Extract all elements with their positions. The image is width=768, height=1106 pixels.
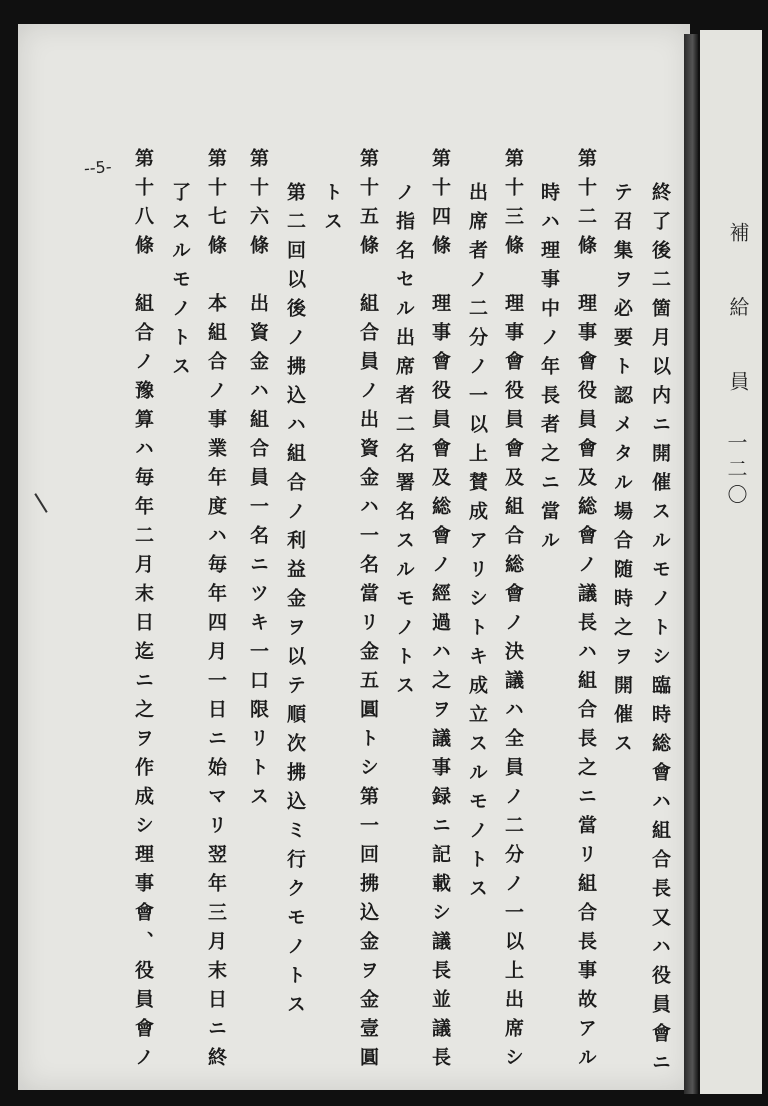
text-column-1: 終了後二箇月以内ニ開催スルモノトシ臨時総會ハ組合長又ハ役員會ニ — [649, 182, 671, 1081]
article-13-column: 第十三條 理事會役員會及組合総會ノ決議ハ全員ノ二分ノ一以上出席シ — [502, 148, 524, 1076]
text-column-2: テ召集ヲ必要ト認メタル場合随時之ヲ開催ス — [611, 182, 633, 762]
text-column-6: 出席者ノ二分ノ一以上賛成アリシトキ成立スルモノトス — [466, 182, 488, 907]
text-column-10: トス — [321, 182, 343, 240]
text-column-4: 時ハ理事中ノ年長者之ニ當ル — [538, 182, 560, 559]
page-number: 一二〇 — [724, 432, 748, 510]
article-15-column: 第十五條 組合員ノ出資金ハ一名當リ金五圓トシ第一回拂込金ヲ金壹圓 — [357, 148, 379, 1076]
text-column-8: ノ指名セル出席者二名署名スルモノトス — [393, 182, 415, 704]
article-14-column: 第十四條 理事會役員會及総會ノ經過ハ之ヲ議事録ニ記載シ議長並議長 — [429, 148, 451, 1076]
binding-gutter — [684, 34, 698, 1094]
text-column-14: 了スルモノトス — [169, 182, 191, 385]
text-column-11: 第二回以後ノ拂込ハ組合ノ利益金ヲ以テ順次拂込ミ行クモノトス — [284, 182, 306, 1023]
article-16-column: 第十六條 出資金ハ組合員一名ニツキ一口限リトス — [247, 148, 269, 815]
article-17-column: 第十七條 本組合ノ事業年度ハ毎年四月一日ニ始マリ翌年三月末日ニ終 — [205, 148, 227, 1076]
article-18-column: 第十八條 組合ノ豫算ハ毎年二月末日迄ニ之ヲ作成シ理事會、役員會ノ — [132, 148, 154, 1076]
handwritten-margin-note: --5- — [83, 157, 113, 178]
margin-strip — [700, 30, 762, 1094]
article-12-column: 第十二條 理事會役員會及総會ノ議長ハ組合長之ニ當リ組合長事故アル — [575, 148, 597, 1076]
side-label: 補 給 員 — [726, 222, 750, 415]
